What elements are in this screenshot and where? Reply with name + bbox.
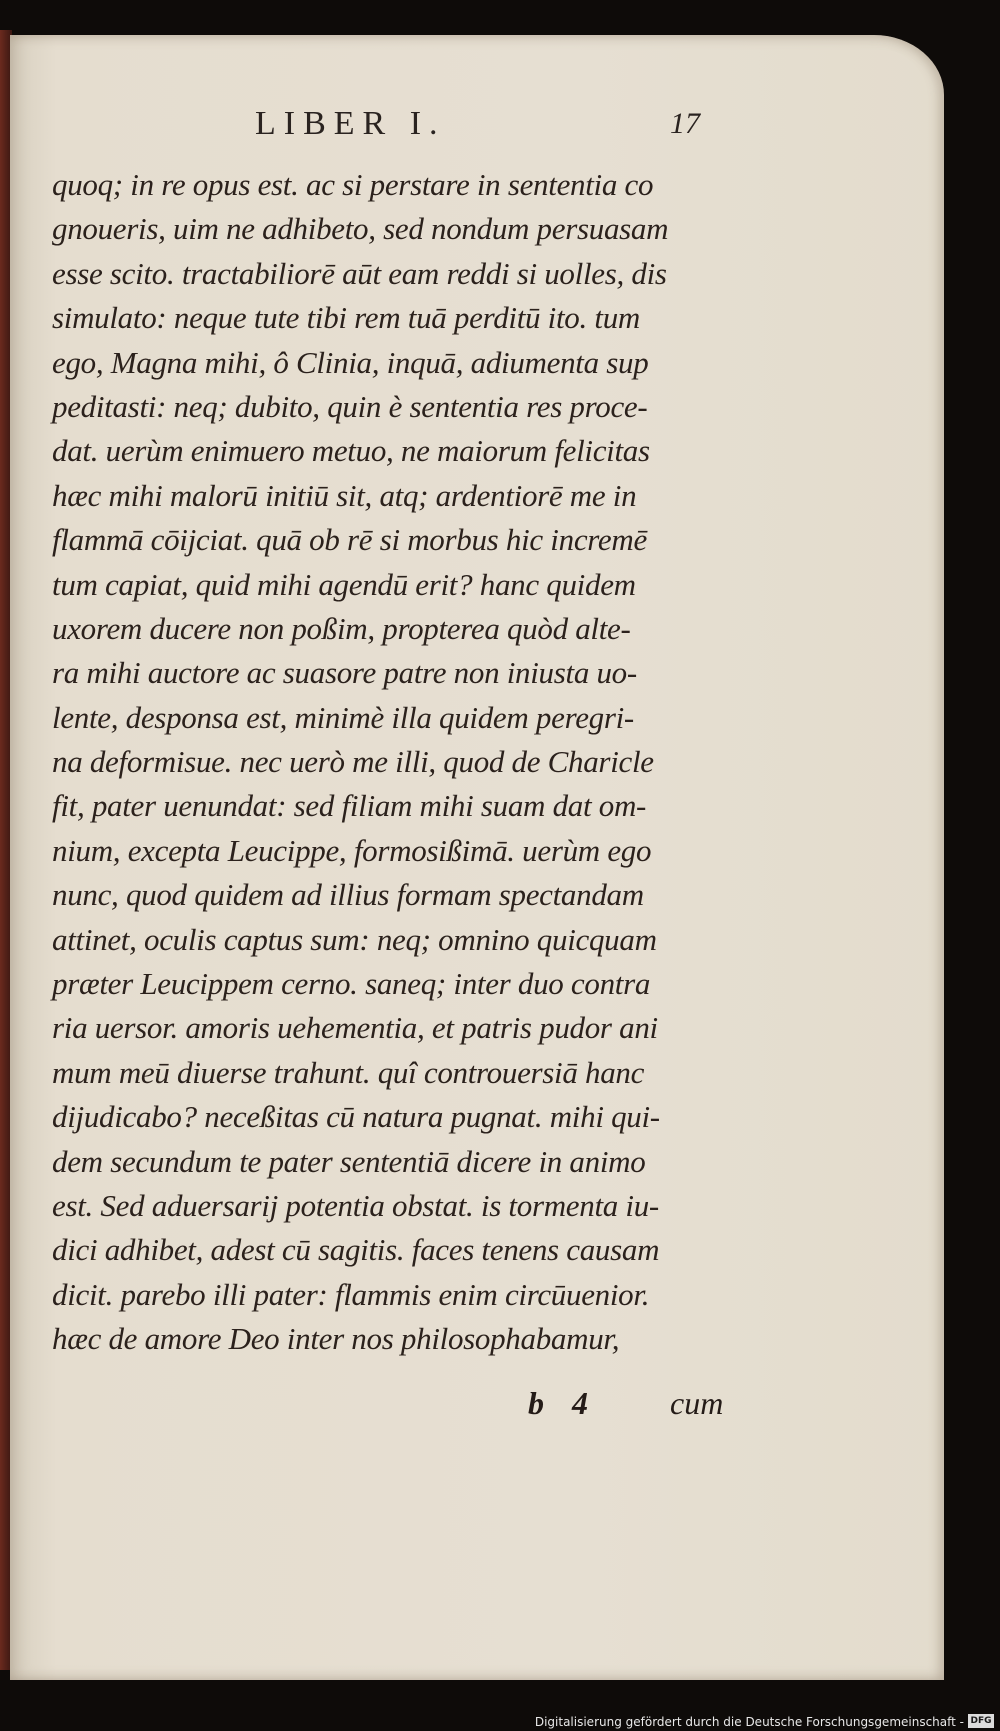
text-line: dici adhibet, adest cū sagitis. faces tenens causam	[52, 1232, 660, 1268]
digitization-credit: Digitalisierung gefördert durch die Deutsche Forschungsgemeinschaft -	[534, 1715, 964, 1729]
text-line: hæc mihi malorū initiū sit, atq; ardentiorē me in	[52, 477, 637, 513]
running-head: LIBER I.	[255, 105, 446, 142]
text-line: dicit. parebo illi pater: flammis enim circūuenior.	[52, 1276, 650, 1312]
text-line: tum capiat, quid mihi agendū erit? hanc quidem	[52, 566, 636, 602]
text-line: gnoueris, uim ne adhibeto, sed nondum persuasam	[52, 211, 669, 247]
text-line: uxorem ducere non poßim, propterea quòd alte-	[52, 610, 631, 646]
text-line: nium, excepta Leucippe, formosißimā. uerùm ego	[52, 832, 652, 868]
text-block	[52, 163, 752, 1362]
signature-mark: b 4	[528, 1385, 588, 1421]
text-line: peditasti: neq; dubito, quin è sententia res proce-	[52, 388, 648, 424]
text-line: ria uersor. amoris uehementia, et patris pudor ani	[52, 1010, 658, 1046]
text-line: ego, Magna mihi, ô Clinia, inquā, adiumenta sup	[52, 344, 649, 380]
text-line: lente, desponsa est, minimè illa quidem peregri-	[52, 699, 634, 735]
text-line: est. Sed aduersarij potentia obstat. is tormenta iu-	[52, 1187, 659, 1223]
text-line: na deformisue. nec uerò me illi, quod de Charicle	[52, 744, 654, 780]
book-page	[10, 35, 944, 1680]
catchword: cum	[670, 1385, 724, 1421]
text-line: ra mihi auctore ac suasore patre non iniusta uo-	[52, 655, 637, 691]
text-line: dem secundum te pater sententiā dicere in animo	[52, 1143, 646, 1179]
text-line: simulato: neque tute tibi rem tuā perditū ito. tum	[52, 300, 641, 336]
dfg-logo: DFG	[968, 1714, 994, 1728]
text-line: præter Leucippem cerno. saneq; inter duo contra	[52, 966, 651, 1002]
text-line: dat. uerùm enimuero metuo, ne maiorum felicitas	[52, 433, 650, 469]
page-number: 17	[670, 107, 700, 140]
text-line: esse scito. tractabiliorē aūt eam reddi si uolles, dis	[52, 255, 667, 291]
text-line: attinet, oculis captus sum: neq; omnino quicquam	[52, 921, 657, 957]
text-line: dijudicabo? neceßitas cū natura pugnat. mihi qui-	[52, 1099, 660, 1135]
text-line: mum meū diuerse trahunt. quî controuersiā hanc	[52, 1054, 645, 1090]
text-line: fit, pater uenundat: sed filiam mihi suam dat om-	[52, 788, 647, 824]
text-line: nunc, quod quidem ad illius formam spectandam	[52, 877, 644, 913]
text-line: quoq; in re opus est. ac si perstare in sententia co	[52, 167, 654, 202]
text-line: hæc de amore Deo inter nos philosophabamur,	[52, 1321, 620, 1357]
text-line: flammā cōijciat. quā ob rē si morbus hic incremē	[52, 522, 647, 558]
